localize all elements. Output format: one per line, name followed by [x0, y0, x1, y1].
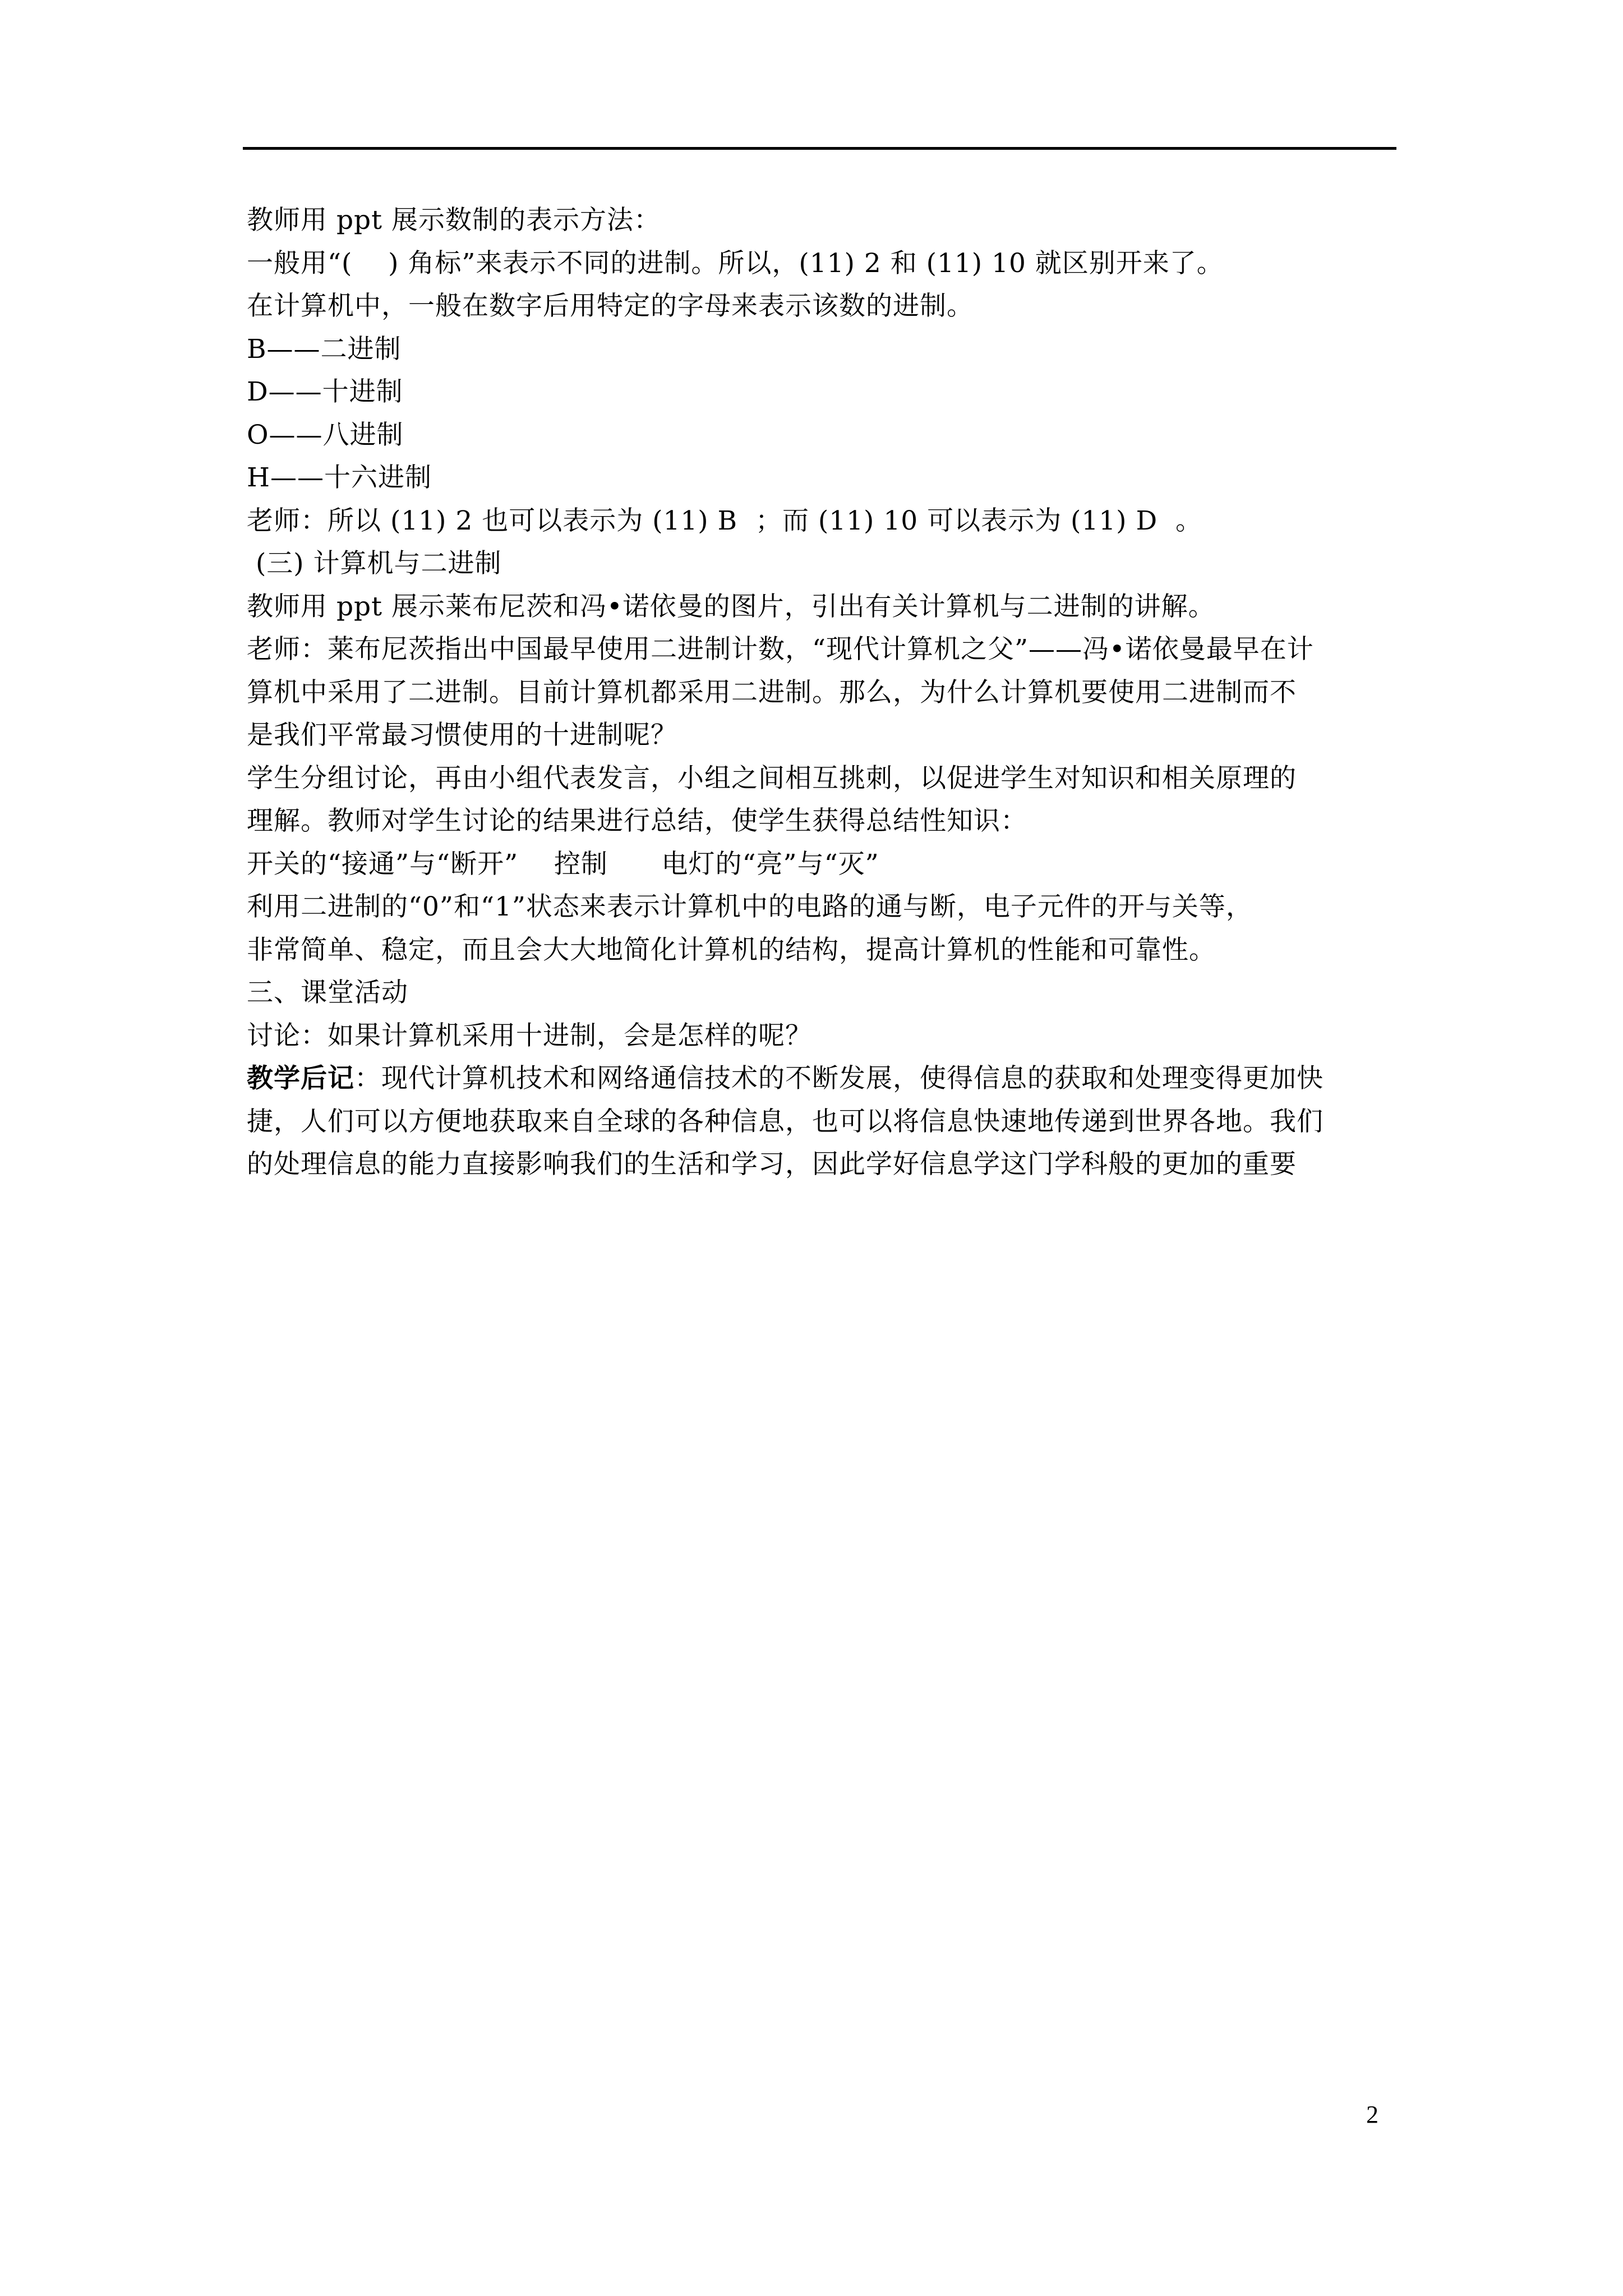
text-line: 非常简单、稳定，而且会大大地简化计算机的结构，提高计算机的性能和可靠性。: [247, 934, 1216, 965]
section-heading: 三、课堂活动: [247, 977, 408, 1008]
text-line: 开关的“接通”与“断开” 控制 电灯的“亮”与“灭”: [247, 848, 879, 880]
text-line: 老师：所以 (11) 2 也可以表示为 (11) B ；而 (11) 10 可以表示为 (11) D 。: [247, 505, 1203, 536]
text-line: 理解。教师对学生讨论的结果进行总结，使学生获得总结性知识：: [247, 806, 1027, 836]
text-line: 讨论：如果计算机采用十进制，会是怎样的呢？: [247, 1020, 812, 1051]
text-line: D——十进制: [247, 376, 403, 407]
header-rule: [243, 147, 1396, 150]
text-line: 教师用 ppt 展示莱布尼茨和冯•诺依曼的图片，引出有关计算机与二进制的讲解。: [247, 591, 1215, 622]
page-number: 2: [1366, 2101, 1378, 2128]
text-line: 利用二进制的“0”和“1”状态来表示计算机中的电路的通与断，电子元件的开与关等，: [247, 891, 1253, 922]
text-line: 算机中采用了二进制。目前计算机都采用二进制。那么，为什么计算机要使用二进制而不: [247, 677, 1297, 708]
text-line: H——十六进制: [247, 462, 432, 493]
postscript-first-line: [247, 1057, 1402, 1101]
section-heading: (三) 计算机与二进制: [247, 548, 502, 579]
text-line: 一般用“( ) 角标”来表示不同的进制。所以，(11) 2 和 (11) 10 就区别开来了。: [247, 247, 1224, 279]
document-body: [247, 199, 1402, 1186]
text-line: 学生分组讨论，再由小组代表发言，小组之间相互挑刺，以促进学生对知识和相关原理的: [247, 762, 1297, 794]
text-line: 的处理信息的能力直接影响我们的生活和学习，因此学好信息学这门学科般的更加的重要: [247, 1149, 1297, 1180]
text-line: 在计算机中，一般在数字后用特定的字母来表示该数的进制。: [247, 291, 974, 321]
text-line: 捷，人们可以方便地获取来自全球的各种信息，也可以将信息快速地传递到世界各地。我们: [247, 1106, 1324, 1137]
text-line: O——八进制: [247, 419, 404, 450]
postscript-text: ：现代计算机技术和网络通信技术的不断发展，使得信息的获取和处理变得更加快: [354, 1063, 1324, 1094]
text-line: 教师用 ppt 展示数制的表示方法：: [247, 205, 661, 236]
text-line: 是我们平常最习惯使用的十进制呢？: [247, 720, 677, 751]
text-line: B——二进制: [247, 333, 402, 365]
text-line: 老师：莱布尼茨指出中国最早使用二进制计数，“现代计算机之父”——冯•诺依曼最早在计: [247, 634, 1314, 665]
postscript-label: 教学后记: [247, 1063, 354, 1094]
